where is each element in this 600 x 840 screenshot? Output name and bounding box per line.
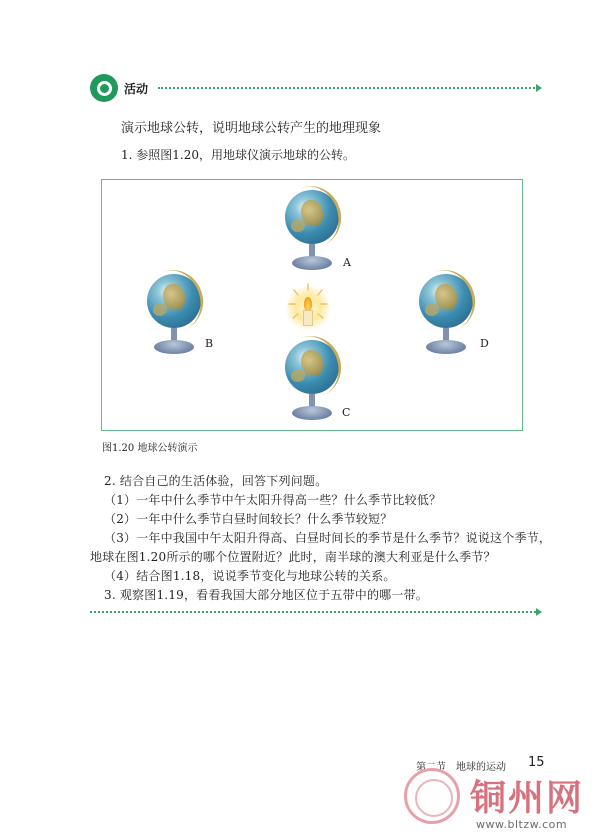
figure-caption: 图1.20 地球公转演示 — [102, 443, 198, 454]
question-2: 2. 结合自己的生活体验，回答下列问题。 — [104, 474, 328, 488]
candle-flame-icon — [304, 297, 312, 311]
activity-badge-icon — [90, 74, 118, 102]
position-label-c: C — [342, 406, 351, 419]
activity-label: 活动 — [124, 82, 149, 96]
globe-icon — [283, 340, 341, 424]
globe-icon — [145, 274, 203, 358]
activity-heading: 演示地球公转，说明地球公转产生的地理现象 — [121, 121, 382, 136]
top-dotted-divider — [158, 87, 538, 89]
bottom-dotted-divider — [90, 611, 536, 613]
question-2-3: （3）一年中我国中午太阳升得高、白昼时间长的季节是什么季节？说说这个季节， — [104, 531, 552, 545]
watermark-text: 铜州网 — [470, 777, 585, 819]
globe-icon — [283, 190, 341, 274]
question-2-1: （1）一年中什么季节中午太阳升得高一些？什么季节比较低？ — [104, 493, 442, 507]
watermark-url: www.bltzw.com — [476, 818, 568, 831]
position-label-d: D — [480, 337, 489, 350]
divider-arrow-icon — [536, 84, 542, 92]
section-title: 第二节 地球的运动 — [416, 762, 506, 773]
page-number: 15 — [528, 755, 545, 770]
question-3: 3. 观察图1.19，看看我国大部分地区位于五带中的哪一带。 — [104, 588, 428, 602]
position-label-a: A — [343, 256, 351, 269]
watermark-seal-icon — [404, 768, 460, 824]
globe-icon — [417, 274, 475, 358]
question-2-3-cont: 地球在图1.20所示的哪个位置附近？此时，南半球的澳大利亚是什么季节？ — [90, 550, 496, 564]
question-2-2: （2）一年中什么季节白昼时间较长？什么季节较短？ — [104, 512, 393, 526]
divider-arrow-icon — [536, 608, 542, 616]
candle-light-icon — [303, 310, 313, 326]
position-label-b: B — [205, 337, 214, 350]
step-1-text: 1. 参照图1.20，用地球仪演示地球的公转。 — [121, 148, 355, 162]
question-2-4: （4）结合图1.18，说说季节变化与地球公转的关系。 — [104, 569, 396, 583]
